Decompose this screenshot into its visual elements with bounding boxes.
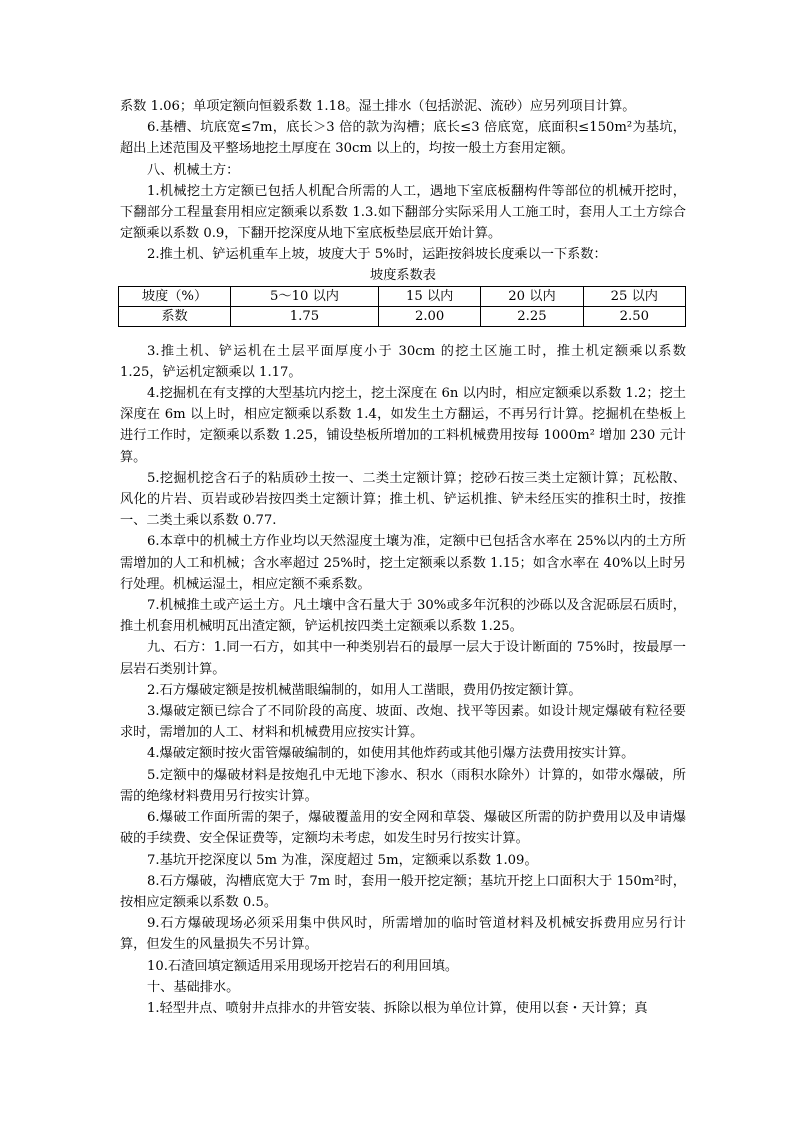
- paragraph-rock-9: 9.石方爆破现场必须采用集中供风时，所需增加的临时管道材料及机械安拆费用应另行计算，但发生的风量损失不另计算。: [120, 916, 686, 953]
- table-title: 坡度系数表: [370, 267, 436, 283]
- paragraph-rock-8: 8.石方爆破，沟槽底宽大于 7m 时，套用一般开挖定额；基坑开挖上口面积大于 150m²时，按相应定额乘以系数 0.5。: [120, 873, 686, 910]
- paragraph-mech-4: 4.挖掘机在有支撑的大型基坑内挖土，挖土深度在 6n 以内时，相应定额乘以系数 1.2；挖土深度在 6m 以上时，相应定额乘以系数 1.4，如发生土方翻运，不再另行计算。挖掘机在垫板上进行工作时，定额乘以系数 1.25，铺设垫板所增加的工料机械费用按每 1000m² 增加 230 元计算。: [120, 386, 686, 465]
- table-cell: 系数: [119, 306, 231, 326]
- paragraph-mech-1: 1.机械挖土方定额已包括人机配合所需的人工，遇地下室底板翻构件等部位的机械开挖时，下翻部分工程量套用相应定额乘以系数 1.3.如下翻部分实际采用人工施工时，套用人工土方综合定额乘以系数 0.9，下翻开挖深度从地下室底板垫层底开始计算。: [120, 183, 686, 242]
- paragraph-mech-6: 6.本章中的机械土方作业均以天然湿度土壤为准，定额中已包括含水率在 25%以内的土方所需增加的人工和机械；含水率超过 25%时，挖土定额乘以系数 1.15；如含水率在 40%以上时另行处理。机械运湿土，相应定额不乘系数。: [120, 534, 686, 592]
- paragraph-rock-6: 6.爆破工作面所需的架子，爆破覆盖用的安全网和草袋、爆破区所需的防护费用以及申请爆破的手续费、安全保证费等，定额均未考虑，如发生时另行按实计算。: [120, 810, 686, 847]
- table-header-cell: 15 以内: [378, 286, 480, 306]
- table-row: [119, 306, 686, 326]
- table-header-cell: 5～10 以内: [231, 286, 379, 306]
- table-cell: 2.25: [481, 306, 583, 326]
- paragraph-rock-3: 3.爆破定额已综合了不同阶段的高度、坡面、改炮、找平等因素。如设计规定爆破有粒径要求时，需增加的人工、材料和机械费用应按实计算。: [120, 704, 686, 741]
- paragraph-mech-7: 7.机械推土或产运土方。凡土壤中含石量大于 30%或多年沉积的沙砾以及含泥砾层石质时，推土机套用机械明瓦出渣定额，铲运机按四类土定额乘以系数 1.25。: [120, 598, 686, 635]
- paragraph-rock-5: 5.定额中的爆破材料是按炮孔中无地下渗水、积水（雨积水除外）计算的，如带水爆破，所需的绝缘材料费用另行按实计算。: [120, 767, 686, 804]
- spacer: [120, 327, 686, 341]
- paragraph-mech-3: 3.推土机、铲运机在土层平面厚度小于 30cm 的挖土区施工时，推土机定额乘以系数 1.25，铲运机定额乘以 1.17。: [120, 343, 686, 380]
- heading-rock-earthwork: 九、石方：1.同一石方，如其中一种类别岩石的最厚一层大于设计断面的 75%时，按最厚一层岩石类别计算。: [120, 640, 686, 677]
- table-header-cell: 25 以内: [583, 286, 685, 306]
- table-header-cell: 20 以内: [481, 286, 583, 306]
- paragraph-coefficient: 系数 1.06；单项定额向恒毅系数 1.18。湿土排水（包括淤泥、流砂）应另列项目计算。: [120, 99, 636, 114]
- paragraph-trench-definition: 6.基槽、坑底宽≤7m，底长＞3 倍的款为沟槽；底长≤3 倍底宽，底面积≤150m²为基坑，超出上述范围及平整场地挖土厚度在 30cm 以上的，均按一般土方套用定额。: [120, 120, 686, 157]
- table-cell: 2.00: [378, 306, 480, 326]
- table-header-cell: 坡度（%）: [119, 286, 231, 306]
- document-body: [120, 96, 686, 1019]
- paragraph-mech-2: 2.推土机、铲运机重车上坡，坡度大于 5%时，运距按斜坡长度乘以一下系数：: [147, 247, 607, 263]
- table-cell: 1.75: [231, 306, 379, 326]
- heading-foundation-drainage: 十、基础排水。: [147, 979, 240, 995]
- table-cell: 2.50: [583, 306, 685, 326]
- heading-mechanical-earthwork: 八、机械土方：: [147, 162, 240, 178]
- slope-coefficient-table: [118, 286, 686, 327]
- paragraph-drainage-1: 1.轻型井点、喷射井点排水的井管安装、拆除以根为单位计算，使用以套・天计算；真: [147, 1000, 648, 1016]
- paragraph-rock-7: 7.基坑开挖深度以 5m 为准，深度超过 5m，定额乘以系数 1.09。: [147, 852, 538, 868]
- paragraph-rock-4: 4.爆破定额时按火雷管爆破编制的，如使用其他炸药或其他引爆方法费用按实计算。: [147, 746, 635, 762]
- paragraph-mech-5: 5.挖掘机挖含石子的粘质砂土按一、二类土定额计算；挖砂石按三类土定额计算；瓦松散、风化的片岩、页岩或砂岩按四类土定额计算；推土机、铲运机推、铲未经压实的推积土时，按推一、二类土乘以系数 0.77.: [120, 470, 686, 529]
- paragraph-rock-10: 10.石渣回填定额适用采用现场开挖岩石的利用回填。: [147, 958, 459, 974]
- table-header-row: [119, 286, 686, 306]
- paragraph-rock-2: 2.石方爆破定额是按机械凿眼编制的，如用人工凿眼，费用仍按定额计算。: [147, 682, 582, 698]
